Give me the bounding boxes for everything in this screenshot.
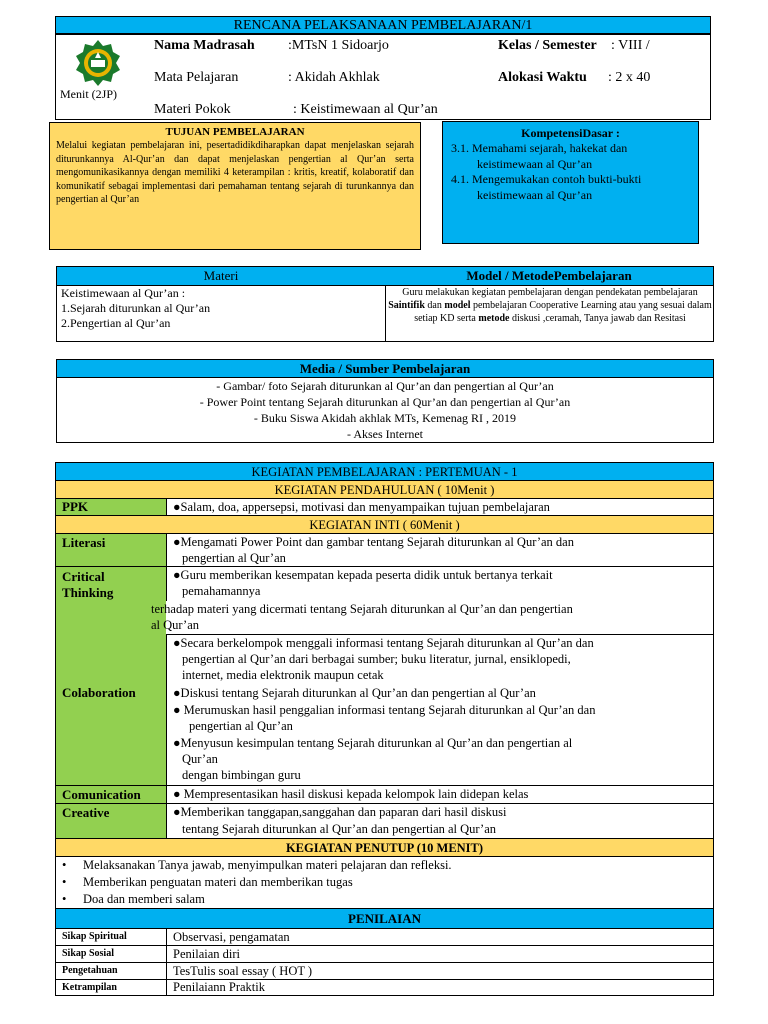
ppk-text: ●Salam, doa, appersepsi, motivasi dan menyampaikan tujuan pembelajaran [173,500,550,514]
comunication-label: Comunication [56,786,167,803]
materi-line: 2.Pengertian al Qur’an [61,316,171,330]
penilaian-row [56,980,713,995]
materi-list [61,286,381,331]
kegiatan-table [55,462,714,996]
creative-line: tentang Sejarah diturunkan al Qur’an dan pengertian al Qur’an [182,822,497,836]
kompetensi-dasar-box [442,121,699,244]
penilaian-row [56,929,713,946]
penilaian-row [56,946,713,963]
kd-item: 4.1. Mengemukakan contoh bukti-bukti keistimewaan al Qur’an [451,172,642,202]
tujuan-title: TUJUAN PEMBELAJARAN [165,126,305,138]
mapel-label: Mata Pelajaran [154,70,239,85]
ppk-row [56,499,713,516]
critical-row [56,567,713,635]
mapel-value: : Akidah Akhlak [288,70,380,85]
materi-line: 1.Sejarah diturunkan al Qur’an [61,301,211,315]
header-info-box [55,34,711,120]
penilaian-value: Penilaiann Praktik [173,980,265,994]
media-title: Media / Sumber Pembelajaran [57,360,713,378]
colab-line: ● Merumuskan hasil penggalian informasi tentang Sejarah diturunkan al Qur’an dan [173,703,596,717]
model-text: Guru melakukan kegiatan pembelajaran dengan pendekatan pembelajaran Saintifik dan model pembelajaran Cooperative Learning atau yang sesuai dalam setiap KD serta metode diskusi ,ceramah, Tanya jawab dan Resitasi [388,287,712,324]
waktu-continuation: Menit (2JP) [60,87,117,101]
colab-line: dengan bimbingan guru [182,768,301,782]
kelas-value: : VIII / [611,38,650,53]
colab-line: internet, media elektronik maupun cetak [182,668,384,682]
penilaian-header: PENILAIAN [56,909,713,929]
penilaian-label: Sikap Sosial [56,946,167,962]
penilaian-value: TesTulis soal essay ( HOT ) [173,964,313,978]
kemenag-logo-icon [73,38,123,88]
materi-header: Materi [57,267,386,286]
waktu-label: Alokasi Waktu [498,70,587,85]
kd-title: KompetensiDasar : [521,126,620,140]
kd-item: 3.1. Memahami sejarah, hakekat dan keistimewaan al Qur’an [451,141,628,171]
inti-header: KEGIATAN INTI ( 60Menit ) [56,516,713,534]
penilaian-label: Pengetahuan [56,963,167,979]
ppk-label: PPK [56,499,167,515]
tujuan-text: Melalui kegiatan pembelajaran ini, pesertadidikdiharapkan dapat menjelaskan sejarah diturunkannya Al-Qur’an dan dapat menjelaskan pengertian al Qur’an serta mengomunikasikannya dengan memiliki 4 keterampilan : kritis, kreatif, kolaboratif dan komunikatif sebagai implementasi dari pemahaman tentang sejarah di turunkannya dan pengertian al Qur’an [56,140,414,206]
materi-model-table [56,266,714,342]
colab-line: ●Secara berkelompok menggali informasi tentang Sejarah diturunkan al Qur’an dan [173,636,594,650]
literasi-line: pengertian al Qur’an [182,551,286,565]
penilaian-row [56,963,713,980]
penilaian-value: Observasi, pengamatan [173,930,290,944]
comunication-row [56,786,713,804]
penutup-list: • Melaksanakan Tanya jawab, menyimpulkan materi pelajaran dan refleksi. • Memberikan penguatan materi dan memberikan tugas • Doa dan memberi salam [56,857,713,909]
critical-line: ●Guru memberikan kesempatan kepada peserta didik untuk bertanya terkait [173,568,553,582]
penilaian-label: Sikap Spiritual [56,929,167,945]
media-item: - Akses Internet [347,427,423,441]
colab-line: pengertian al Qur’an dari berbagai sumber; buku literatur, jurnal, ensiklopedi, [182,652,571,666]
penutup-item: Memberikan penguatan materi dan memberikan tugas [83,875,353,889]
waktu-value: : 2 x 40 [608,70,651,85]
materi-pokok-value: : Keistimewaan al Qur’an [293,102,438,117]
penutup-item: Melaksanakan Tanya jawab, menyimpulkan materi pelajaran dan refleksi. [83,858,452,872]
critical-label: Critical Thinking [56,567,167,601]
colab-line: ●Menyusun kesimpulan tentang Sejarah diturunkan al Qur’an dan pengertian al [173,736,573,750]
critical-line: terhadap materi yang dicermati tentang Sejarah diturunkan al Qur’an dan pengertian [151,602,573,616]
penutup-item: Doa dan memberi salam [83,892,205,906]
madrasah-value: :MTsN 1 Sidoarjo [288,38,389,53]
penilaian-label: Ketrampilan [56,980,167,995]
media-item: - Buku Siswa Akidah akhlak MTs, Kemenag RI , 2019 [253,411,517,425]
materi-line: Keistimewaan al Qur’an : [61,286,186,300]
critical-line: al Qur’an [151,618,200,632]
literasi-line: ●Mengamati Power Point dan gambar tentang Sejarah diturunkan al Qur’an dan [173,535,574,549]
document-title: RENCANA PELAKSANAAN PEMBELAJARAN/1 [55,16,711,34]
media-item: - Power Point tentang Sejarah diturunkan al Qur’an dan pengertian al Qur’an [199,395,571,409]
madrasah-label: Nama Madrasah [154,38,255,53]
kegiatan-title: KEGIATAN PEMBELAJARAN : PERTEMUAN - 1 [56,463,713,481]
colab-line: Qur’an [182,752,218,766]
penutup-header: KEGIATAN PENUTUP (10 MENIT) [56,839,713,857]
comunication-text: ● Mempresentasikan hasil diskusi kepada kelompok lain didepan kelas [173,787,529,801]
colaboration-label: Colaboration [56,635,167,785]
materi-pokok-label: Materi Pokok [154,102,231,117]
colab-line: ●Diskusi tentang Sejarah diturunkan al Qur’an dan pengertian al Qur’an [173,686,536,700]
literasi-label: Literasi [56,534,167,566]
creative-line: ●Memberikan tanggapan,sanggahan dan paparan dari hasil diskusi [173,805,507,819]
literasi-row [56,534,713,567]
creative-row [56,804,713,839]
media-item: - Gambar/ foto Sejarah diturunkan al Qur’an dan pengertian al Qur’an [216,379,554,393]
colaboration-row [56,635,713,786]
media-sumber-box [56,359,714,443]
kelas-label: Kelas / Semester [498,38,597,53]
tujuan-pembelajaran-box [49,122,421,250]
penilaian-value: Penilaian diri [173,947,240,961]
creative-label: Creative [56,804,167,838]
pendahuluan-header: KEGIATAN PENDAHULUAN ( 10Menit ) [56,481,713,499]
critical-line: pemahamannya [182,584,261,598]
colab-line: pengertian al Qur’an [189,719,293,733]
model-header: Model / MetodePembelajaran [385,267,713,286]
